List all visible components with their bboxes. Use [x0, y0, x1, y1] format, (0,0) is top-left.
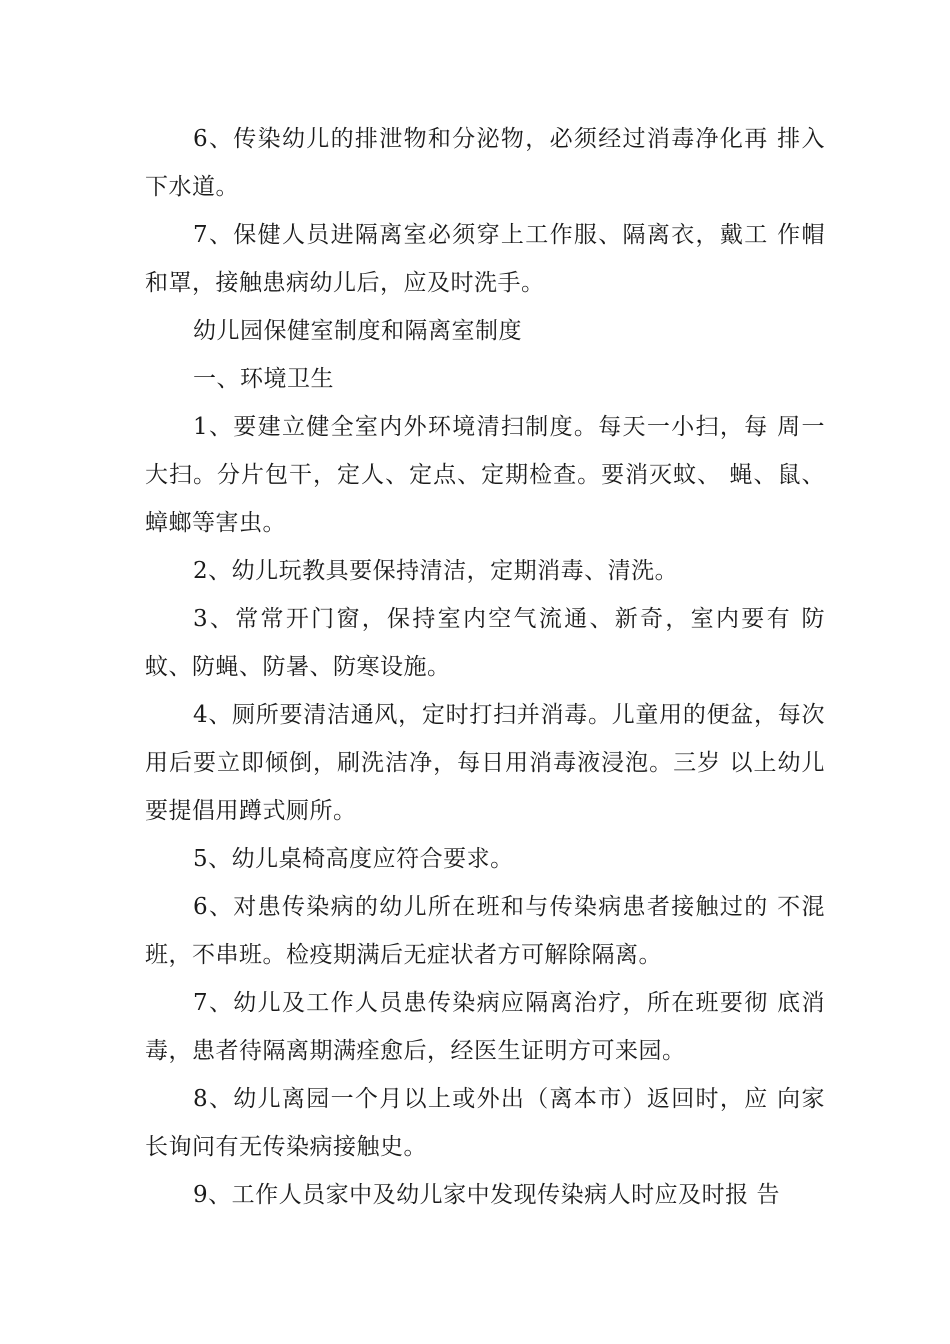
- paragraph-item-3-ventilation: 3、常常开门窗，保持室内空气流通、新奇，室内要有 防蚊、防蝇、防暑、防寒设施。: [145, 606, 825, 680]
- paragraph-item-7-treatment: 7、幼儿及工作人员患传染病应隔离治疗，所在班要彻 底消毒，患者待隔离期满痊愈后，经医生证明方可来园。: [145, 990, 825, 1064]
- paragraph-item-7-staff-gear: 7、保健人员进隔离室必须穿上工作服、隔离衣，戴工 作帽和罩，接触患病幼儿后，应及时洗手。: [145, 222, 825, 296]
- section-heading-environment: 一、环境卫生: [193, 366, 334, 392]
- paragraph-item-9-report: 9、工作人员家中及幼儿家中发现传染病人时应及时报 告: [193, 1182, 780, 1208]
- paragraph-item-5-furniture: 5、幼儿桌椅高度应符合要求。: [193, 846, 514, 872]
- paragraph-item-6-excreta: 6、传染幼儿的排泄物和分泌物，必须经过消毒净化再 排入下水道。: [145, 126, 825, 200]
- paragraph-item-8-return: 8、幼儿离园一个月以上或外出（离本市）返回时，应 向家长询问有无传染病接触史。: [145, 1086, 825, 1160]
- paragraph-item-1-cleaning: 1、要建立健全室内外环境清扫制度。每天一小扫，每 周一大扫。分片包干，定人、定点、定期检查。要消灭蚊、 蝇、鼠、蟑螂等害虫。: [145, 414, 825, 536]
- paragraph-item-6-class: 6、对患传染病的幼儿所在班和与传染病患者接触过的 不混班，不串班。检疫期满后无症状者方可解除隔离。: [145, 894, 825, 968]
- document-body: [145, 115, 825, 1219]
- section-title: 幼儿园保健室制度和隔离室制度: [193, 318, 522, 344]
- paragraph-item-2-toys: 2、幼儿玩教具要保持清洁，定期消毒、清洗。: [193, 558, 679, 584]
- paragraph-item-4-toilet: 4、厕所要清洁通风，定时打扫并消毒。儿童用的便盆，每次用后要立即倾倒，刷洗洁净，每日用消毒液浸泡。三岁 以上幼儿要提倡用蹲式厕所。: [145, 702, 825, 824]
